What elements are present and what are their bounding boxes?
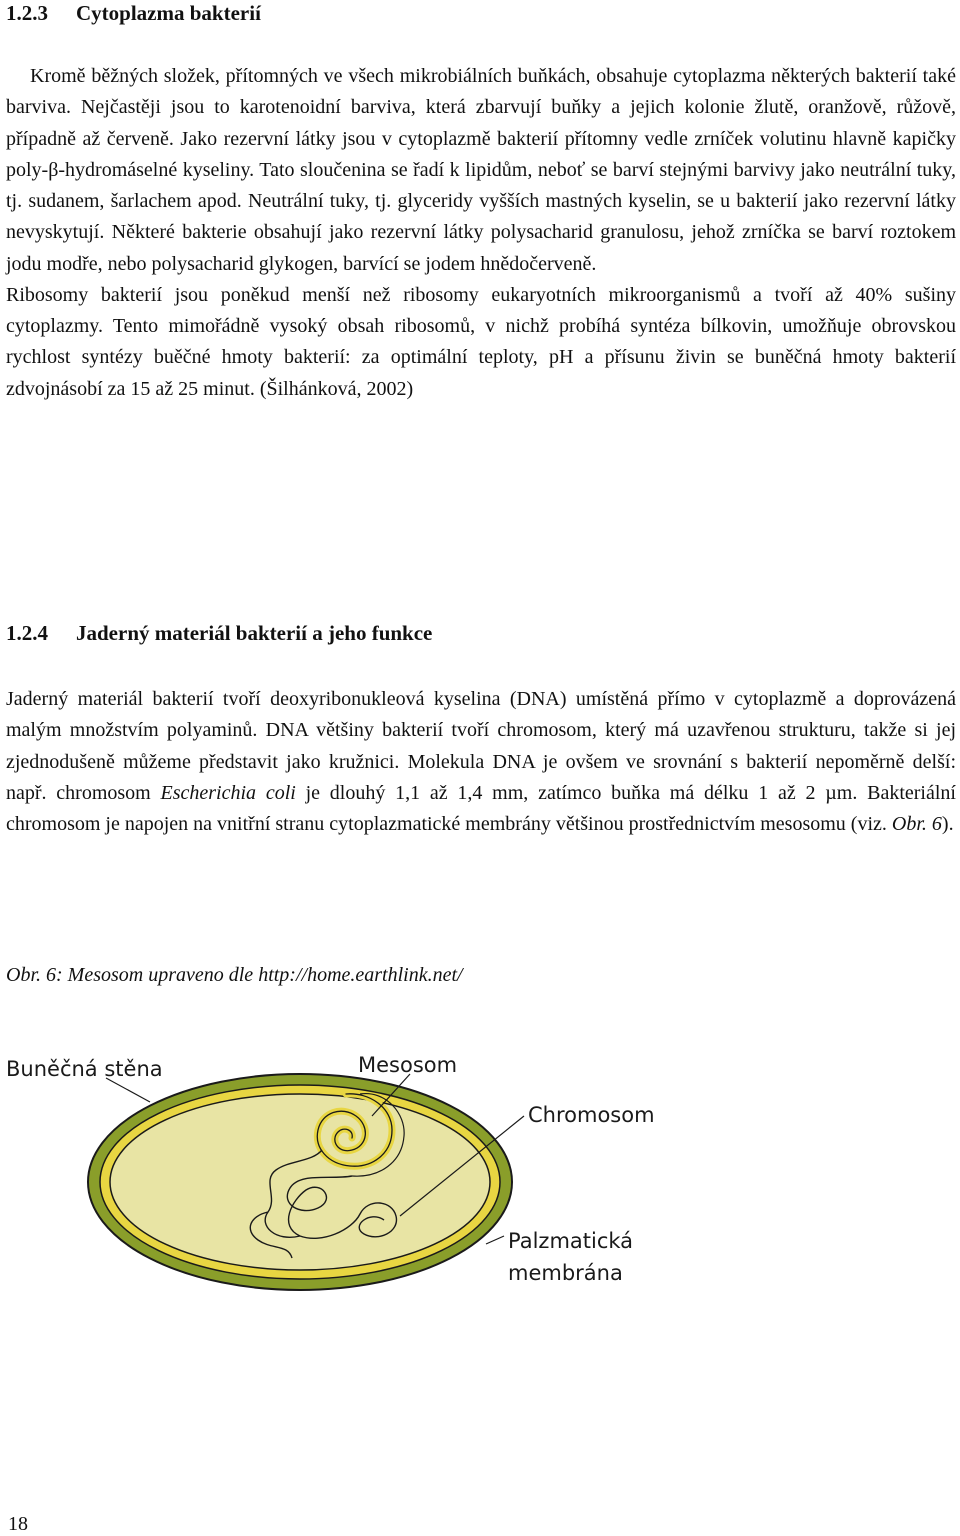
membrane-label-line1: Palzmatická: [508, 1229, 634, 1253]
paragraph: Ribosomy bakterií jsou poněkud menší než ribosomy eukaryotních mikroorganismů a tvoří až 40% sušiny cytoplazmy. Tento mimořádně vysoký obsah ribosomů, v nichž probíhá syntéza bílkovin, umožňuje obrovskou rychlost syntézy buěčné hmoty bakterií: za optimální teploty, pH a přísunu živin se buněčná hmoty bakterií zdvojnásobí za 15 až 25 minut. (Šilhánková, 2002): [6, 283, 956, 400]
section-body-nuclear-material: [6, 684, 956, 840]
cytoplasm-shape: [110, 1094, 490, 1270]
figure-caption: Obr. 6: Mesosom upraveno dle http://home.earthlink.net/: [6, 964, 463, 986]
paragraph: [6, 684, 956, 840]
section-title: Cytoplazma bakterií: [76, 1, 261, 25]
figure-reference: Obr. 6: [891, 813, 942, 835]
mesosome-diagram: [0, 1030, 680, 1300]
paragraph-text: Jaderný materiál bakterií tvoří deoxyribonukleová kyselina (DNA) umístěná přímo v cytoplazmě a doprovázená malým množstvím polyaminů. DNA většiny bakterií tvoří chromosom, který má uzavřenou strukturu, takže si jej zjednodušeně můžeme představit jako kružnici. Molekula DNA je ovšem ve srovnání s bakterií nepoměrně delší: např. chromosom: [6, 688, 956, 804]
species-name: Escherichia coli: [160, 781, 296, 804]
cell-wall-leader-line: [106, 1078, 150, 1102]
section-heading-nuclear-material: [6, 620, 432, 646]
membrane-label-line2: membrána: [508, 1261, 623, 1285]
section-title: Jaderný materiál bakterií a jeho funkce: [76, 621, 433, 645]
section-body-cytoplasm: [6, 61, 956, 405]
page-number: 18: [8, 1513, 28, 1535]
paragraph-text: ).: [941, 813, 954, 835]
section-number: 1.2.4: [6, 621, 48, 645]
paragraph-text: je dlouhý 1,1 až 1,4 mm, zatímco buňka má délku 1 až 2 µm. Bakteriální chromosom je napojen na vnitřní stranu cytoplazmatické membrány většinou prostřednictvím mesosomu (viz.: [6, 781, 956, 835]
section-heading-cytoplasm: [6, 0, 261, 26]
cell-wall-label: Buněčná stěna: [6, 1057, 163, 1081]
membrane-leader-line: [486, 1236, 504, 1244]
mesosome-label: Mesosom: [358, 1053, 458, 1077]
section-number: 1.2.3: [6, 1, 48, 25]
paragraph: Kromě běžných složek, přítomných ve všech mikrobiálních buňkách, obsahuje cytoplazma některých bakterií také barviva. Nejčastěji jsou to karotenoidní barviva, která zbarvují buňky a jejich kolonie žlutě, oranžově, růžově, případně až červeně. Jako rezervní látky jsou v cytoplazmě bakterií přítomny vedle zrníček volutinu hlavně kapičky poly-β-hydromáselné kyseliny. Tato sloučenina se řadí k lipidům, neboť se barví stejnými barvivy jako neutrální tuky, tj. sudanem, šarlachem apod. Neutrální tuky, tj. glyceridy vyšších mastných kyselin, se u bakterií jako rezervní látky nevyskytují. Některé bakterie obsahují jako rezervní látky polysacharid granulosu, jehož zrníčka se barví roztokem jodu modře, nebo polysacharid glykogen, barvící se jodem hnědočerveně.: [6, 65, 956, 275]
chromosome-label: Chromosom: [528, 1103, 655, 1127]
